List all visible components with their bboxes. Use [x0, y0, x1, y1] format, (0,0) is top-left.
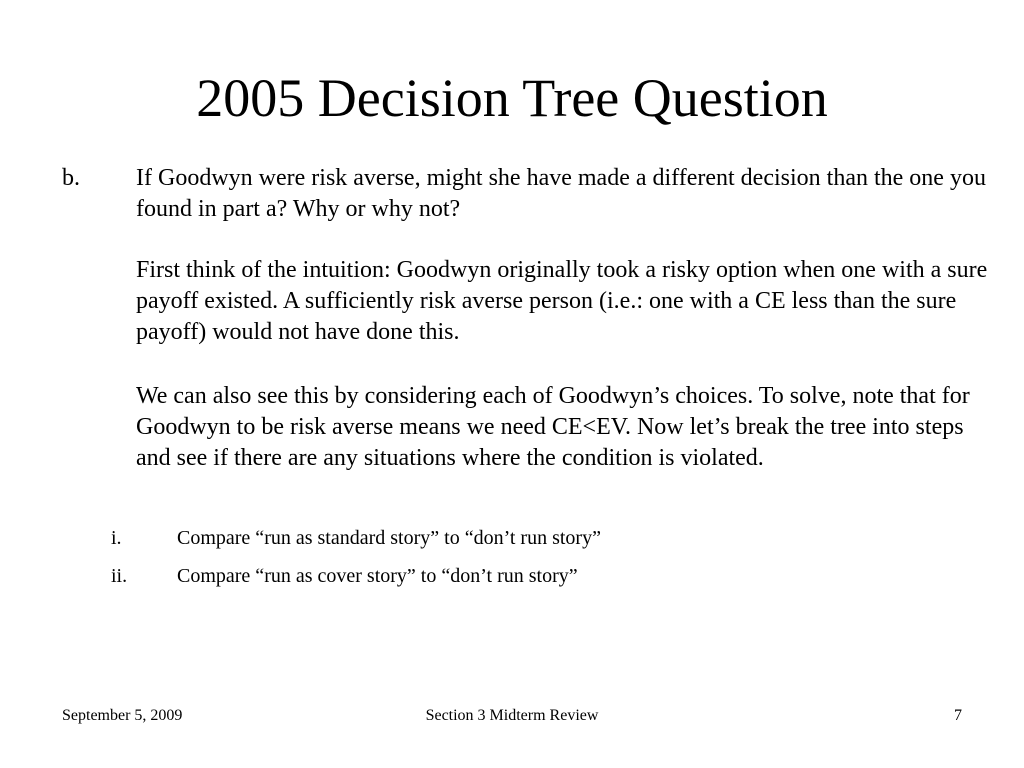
sub-item-ii-text: Compare “run as cover story” to “don’t run story” — [177, 565, 578, 587]
footer-page-number: 7 — [954, 707, 962, 724]
footer-date: September 5, 2009 — [62, 707, 183, 724]
sub-item-ii-marker: ii. — [111, 565, 128, 587]
footer-title: Section 3 Midterm Review — [425, 707, 599, 724]
question-marker: b. — [62, 165, 80, 191]
sub-item-i-text: Compare “run as standard story” to “don’t run story” — [177, 527, 601, 549]
intuition-paragraph: First think of the intuition: Goodwyn originally took a risky option when one with a sure payoff existed. A sufficiently risk averse person (i.e.: one with a CE less than the sure payoff) would not have done this. — [136, 257, 988, 345]
slide-title: 2005 Decision Tree Question — [196, 68, 828, 128]
sub-item-i-marker: i. — [111, 527, 122, 549]
question-text: If Goodwyn were risk averse, might she have made a different decision than the one you found in part a? Why or why not? — [136, 165, 986, 222]
solution-paragraph: We can also see this by considering each of Goodwyn’s choices. To solve, note that for Goodwyn to be risk averse means we need CE<EV. Now let’s break the tree into steps and see if there are any situations where the condition is violated. — [136, 383, 970, 471]
